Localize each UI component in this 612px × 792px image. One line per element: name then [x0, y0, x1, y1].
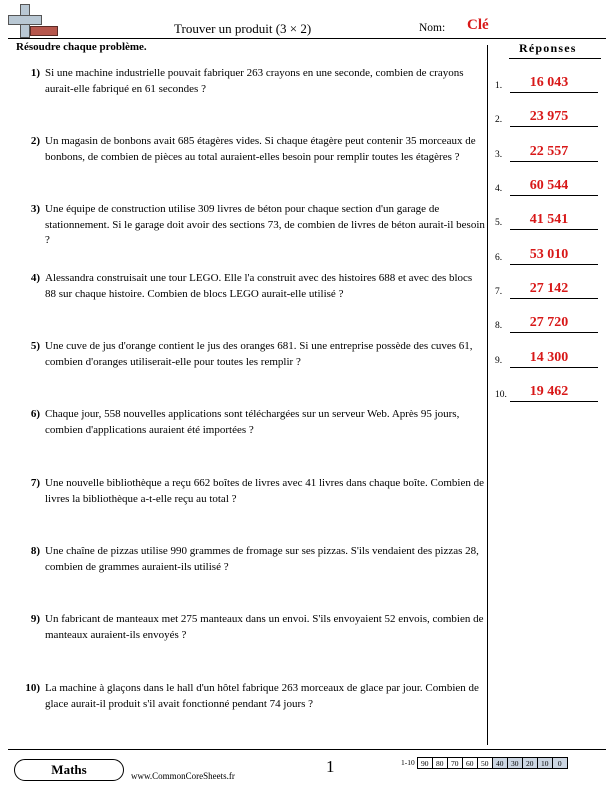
- problem-number: 1): [30, 67, 40, 79]
- score-cell: 30: [507, 757, 523, 769]
- subject-badge: Maths: [14, 759, 124, 781]
- problem-text: Un magasin de bonbons avait 685 étagères vides. Si chaque étagère peut contenir 35 morceaux de bonbons, de combien de pièces au total auraient-elles besoin pour remplir toutes les étagères ?: [45, 135, 476, 163]
- score-cell: 60: [462, 757, 478, 769]
- problem-text: Une cuve de jus d'orange contient le jus des oranges 681. Si une entreprise possède des cuves 61, combien d'oranges utiliserait-elle pour toutes les remplir ?: [45, 340, 473, 368]
- score-cell: 40: [492, 757, 508, 769]
- answer-value: 19 462: [529, 384, 569, 399]
- answer-8: [495, 311, 603, 333]
- answer-line: [510, 161, 598, 162]
- score-table: [398, 757, 568, 769]
- score-range-label: 1-10: [401, 758, 415, 767]
- answer-6: [495, 243, 603, 265]
- problem-text: Un fabricant de manteaux met 275 manteaux dans un envoi. S'ils envoyaient 52 envois, combien de manteaux auraient-ils envoyés ?: [45, 613, 484, 641]
- answer-value: 23 975: [529, 109, 569, 124]
- problem-text: Alessandra construisait une tour LEGO. Elle l'a construit avec des histoires 688 et avec des blocs 88 sur chaque histoire. Combien de blocs LEGO aurait-elle utilisé ?: [45, 272, 473, 300]
- answer-number: 3.: [495, 150, 503, 160]
- header-divider: [8, 38, 606, 39]
- problem-text: Chaque jour, 558 nouvelles applications sont téléchargées sur un serveur Web. Après 95 jours, combien d'applications auraient été importées ?: [45, 408, 460, 436]
- problem-number: 5): [30, 340, 40, 352]
- answer-3: [495, 140, 603, 162]
- answer-7: [495, 277, 603, 299]
- problem-number: 2): [30, 135, 40, 147]
- problem-text: Une chaîne de pizzas utilise 990 grammes de fromage sur ses pizzas. S'ils vendaient des pizzas 28, combien de grammes auraient-ils utilisé ?: [45, 545, 479, 573]
- answer-1: [495, 71, 603, 93]
- answer-line: [510, 126, 598, 127]
- website-link[interactable]: www.CommonCoreSheets.fr: [131, 771, 235, 781]
- problem-number: 10): [25, 682, 40, 694]
- name-value: Clé: [467, 17, 489, 33]
- answers-heading-underline: [509, 58, 601, 59]
- answer-line: [510, 195, 598, 196]
- answer-4: [495, 174, 603, 196]
- score-cell: 80: [432, 757, 448, 769]
- answer-number: 10.: [495, 390, 507, 400]
- problem-number: 8): [30, 545, 40, 557]
- answer-5: [495, 208, 603, 230]
- answer-line: [510, 298, 598, 299]
- problem-number: 9): [30, 613, 40, 625]
- score-cell: 90: [417, 757, 433, 769]
- answer-number: 7.: [495, 287, 503, 297]
- score-cell: 20: [522, 757, 538, 769]
- answer-line: [510, 229, 598, 230]
- answers-heading: Réponses: [519, 41, 577, 55]
- answer-number: 2.: [495, 115, 503, 125]
- score-cell: 10: [537, 757, 553, 769]
- problem-text: Une équipe de construction utilise 309 livres de béton pour chaque section d'un garage de stationnement. Si le garage doit avoir des sections 73, de combien de livres de béton aurait-il besoin ?: [45, 203, 485, 246]
- problem-text: La machine à glaçons dans le hall d'un hôtel fabrique 263 morceaux de glace par jour. Combien de glace aurait-il produit s'il avait fonctionné pendant 74 jours ?: [45, 682, 479, 710]
- answer-line: [510, 92, 598, 93]
- problem-number: 3): [30, 203, 40, 215]
- problem-number: 6): [30, 408, 40, 420]
- answer-value: 16 043: [529, 75, 569, 90]
- footer-divider: [8, 749, 606, 750]
- minus-logo-icon: [30, 26, 58, 36]
- answer-number: 6.: [495, 253, 503, 263]
- answer-number: 1.: [495, 81, 503, 91]
- answer-line: [510, 332, 598, 333]
- problem-text: Une nouvelle bibliothèque a reçu 662 boîtes de livres avec 41 livres dans chaque boîte. Combien de livres la bibliothèque a-t-elle reçu au total ?: [45, 477, 484, 505]
- answer-line: [510, 401, 598, 402]
- answer-9: [495, 346, 603, 368]
- answer-number: 9.: [495, 356, 503, 366]
- answer-2: [495, 105, 603, 127]
- problem-number: 7): [30, 477, 40, 489]
- answers-divider: [487, 45, 488, 745]
- answer-value: 41 541: [529, 212, 569, 227]
- score-cell: 70: [447, 757, 463, 769]
- answer-value: 53 010: [529, 247, 569, 262]
- answer-value: 27 720: [529, 315, 569, 330]
- worksheet-title: Trouver un produit (3 × 2): [174, 21, 312, 36]
- answer-10: [495, 380, 603, 402]
- score-cell: 0: [552, 757, 568, 769]
- answer-value: 60 544: [529, 178, 569, 193]
- problem-number: 4): [30, 272, 40, 284]
- name-label: Nom:: [419, 22, 446, 34]
- answer-line: [510, 264, 598, 265]
- answer-value: 27 142: [529, 281, 569, 296]
- answer-number: 8.: [495, 321, 503, 331]
- answer-number: 5.: [495, 218, 503, 228]
- answer-value: 22 557: [529, 144, 569, 159]
- answer-value: 14 300: [529, 350, 569, 365]
- problem-text: Si une machine industrielle pouvait fabriquer 263 crayons en une seconde, combien de crayons aurait-elle fabriqué en 61 secondes ?: [45, 67, 464, 95]
- page-number: 1: [326, 757, 335, 776]
- answer-number: 4.: [495, 184, 503, 194]
- answer-line: [510, 367, 598, 368]
- score-cell: 50: [477, 757, 493, 769]
- instructions: Résoudre chaque problème.: [16, 41, 147, 53]
